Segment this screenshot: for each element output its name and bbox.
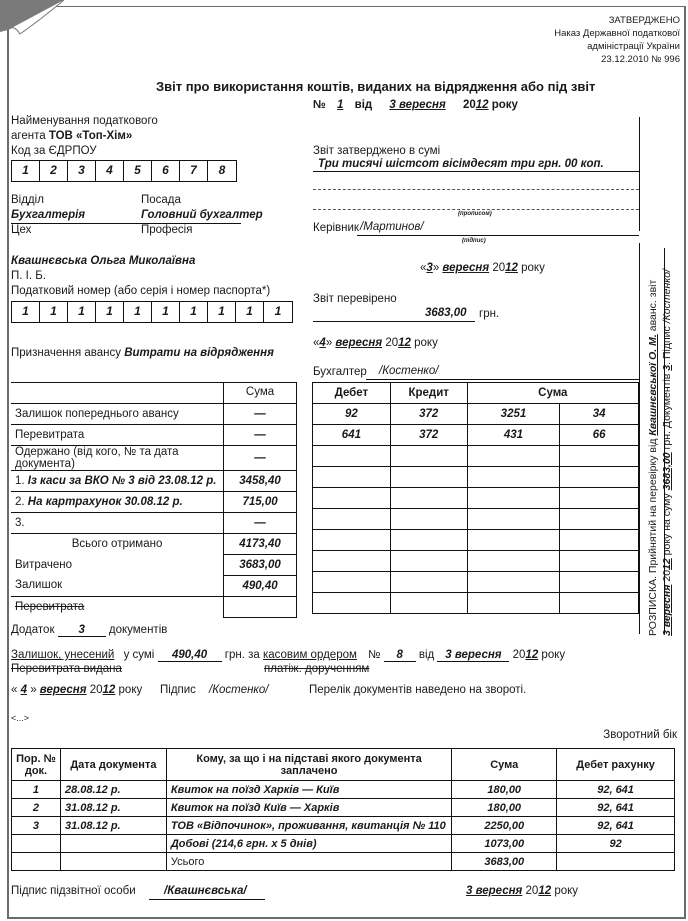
table-row: Всього отримано 4173,40 xyxy=(11,533,297,554)
table-row: 92 372 3251 34 xyxy=(313,404,639,425)
verified-label: Звіт перевірено xyxy=(313,293,397,305)
table-row xyxy=(313,488,639,509)
attachment-line: Додаток 3 документів xyxy=(11,624,168,636)
agent-block: Найменування податкового агента ТОВ «Топ-Хім» Код за ЄДРПОУ xyxy=(11,115,158,157)
verified-amount: 3683,00 xyxy=(425,307,467,319)
signature-hint: (підпис) xyxy=(462,238,486,244)
table-row: Усього 3683,00 xyxy=(12,853,675,871)
approval-amount-words: Три тисячі шістсот вісімдесят три грн. 00 коп. xyxy=(318,158,604,170)
verified-currency: грн. xyxy=(479,308,500,320)
accounting-entries-table: Дебет Кредит Сума 92 372 3251 34 641 372 431 66 xyxy=(312,382,639,614)
table-row xyxy=(313,572,639,593)
documents-note: Перелік документів наведено на звороті. xyxy=(309,684,527,696)
profession-label: Професія xyxy=(141,224,193,236)
table-row xyxy=(313,446,639,467)
signoff-sign-label: Підпис xyxy=(160,684,196,696)
table-row: Перевитрата xyxy=(11,596,297,617)
manager-signature: /Мартинов/ xyxy=(360,221,424,233)
approval-label: Звіт затверджено в сумі xyxy=(313,145,441,157)
ellipsis: <...> xyxy=(11,713,30,723)
table-row: 2. На картрахунок 30.08.12 р. 715,00 xyxy=(11,491,297,512)
in-words-hint: (прописом) xyxy=(458,211,492,217)
reverse-side-label: Зворотний бік xyxy=(603,729,677,741)
agent-name: ТОВ «Топ-Хім» xyxy=(48,130,133,142)
report-number: 1 xyxy=(337,99,344,111)
table-row: Добові (214,6 грн. х 5 днів) 1073,00 92 xyxy=(12,835,675,853)
advance-purpose: Призначення авансу Витрати на відрядження xyxy=(11,347,274,359)
position-label: Посада xyxy=(141,194,181,206)
table-row: Залишок попереднього авансу — xyxy=(11,403,297,424)
department-label: Відділ xyxy=(11,194,44,206)
stamp-line: ЗАТВЕРДЖЕНО xyxy=(608,15,680,26)
page-title: Звіт про використання коштів, виданих на відрядження або під звіт xyxy=(156,79,596,94)
edrpou-code-boxes: 1 2 3 4 5 6 7 8 xyxy=(11,160,237,182)
expenses-table: Пор. № док. Дата документа Кому, за що і на підставі якого документа заплачено Сума Дебет рахунку 1 28.08.12 р. Квиток на поїзд Харків — Київ 180,00 92, 641 2 31.08.12 р. Квиток на поїзд Київ — Харків 180,00 92, 641 3 31.08.12 р. ТОВ «Відпочинок», проживання, квитанція № 110 2250,00 92, 641 Добові (214,6 грн. х 5 днів) 1073,00 92 Усього 3683,00 xyxy=(11,748,675,871)
overspend-issued: Перевитрата видана xyxy=(11,663,122,675)
report-date: 3 вересня xyxy=(389,99,446,111)
approval-stamp xyxy=(554,14,680,66)
summary-table: Сума Залишок попереднього авансу — Перевитрата — Одержано (від кого, № та дата документа) — 1. Із каси за ВКО № 3 від 23.08.12 р. 3458,40 2. На картрахунок 30.08.12 р. 715,00 3. — Всього отримано 4173,40 Витрачено 3683,00 Залишок 490,40 Перевитрата xyxy=(11,382,297,618)
accountant-signature: /Костенко/ xyxy=(379,365,439,377)
table-row: 1 28.08.12 р. Квиток на поїзд Харків — Київ 180,00 92, 641 xyxy=(12,781,675,799)
stamp-line: 23.12.2010 № 996 xyxy=(601,54,680,65)
remainder-line: Залишок, унесений у сумі 490,40 грн. за касовим ордером № 8 від 3 вересня 2012 року xyxy=(11,649,566,661)
position-value: Головний бухгалтер xyxy=(141,209,263,221)
tax-number-label: Податковий номер (або серія і номер паспорта*) xyxy=(11,285,271,297)
payment-order-alt: платіж. дорученням xyxy=(264,663,370,675)
table-row xyxy=(313,467,639,488)
tax-number-boxes: 1 1 1 1 1 1 1 1 1 1 xyxy=(11,301,293,323)
table-row xyxy=(313,551,639,572)
footer-signature: /Квашнєвська/ xyxy=(164,885,247,897)
report-number-line: № 1 від 3 вересня 2012 року xyxy=(313,99,518,111)
table-row: 3 31.08.12 р. ТОВ «Відпочинок», проживання, квитанція № 110 2250,00 92, 641 xyxy=(12,817,675,835)
footer-date: 3 вересня 2012 року xyxy=(466,885,579,897)
table-row: 641 372 431 66 xyxy=(313,425,639,446)
stamp-line: Наказ Державної податкової xyxy=(554,28,680,39)
page-curl-icon xyxy=(0,0,64,38)
person-full-name: Квашнєвська Ольга Миколаївна xyxy=(11,255,196,267)
table-row: Одержано (від кого, № та дата документа) — xyxy=(11,445,297,470)
footer-sign-label: Підпис підзвітної особи xyxy=(11,885,136,897)
accountant-label: Бухгалтер xyxy=(313,366,367,378)
receipt-vertical: РОЗПИСКА. Прийнятий на перевірку від Квашнєвської О. М. аванс. звіт 3 вересня 2012 року на суму 3683,00 грн. Документів 3. Підпис /Костенко/ xyxy=(647,269,673,636)
table-row xyxy=(313,530,639,551)
table-row xyxy=(313,593,639,614)
table-row xyxy=(313,509,639,530)
manager-label: Керівник xyxy=(313,222,359,234)
shop-label: Цех xyxy=(11,224,32,236)
table-row: Витрачено 3683,00 xyxy=(11,554,297,575)
stamp-line: адміністрації України xyxy=(587,41,680,52)
verification-date: «4» вересня 2012 року xyxy=(313,337,438,349)
table-row: Перевитрата — xyxy=(11,424,297,445)
signoff-date: « 4 » вересня 2012 року xyxy=(11,684,143,696)
approval-date: «3» вересня 2012 року xyxy=(420,262,545,274)
department-value: Бухгалтерія xyxy=(11,209,86,221)
table-row: 3. — xyxy=(11,512,297,533)
table-row: 2 31.08.12 р. Квиток на поїзд Київ — Харків 180,00 92, 641 xyxy=(12,799,675,817)
signoff-signature: /Костенко/ xyxy=(209,684,269,696)
table-row: 1. Із каси за ВКО № 3 від 23.08.12 р. 3458,40 xyxy=(11,470,297,491)
table-row: Залишок 490,40 xyxy=(11,575,297,596)
pib-label: П. І. Б. xyxy=(11,270,46,282)
